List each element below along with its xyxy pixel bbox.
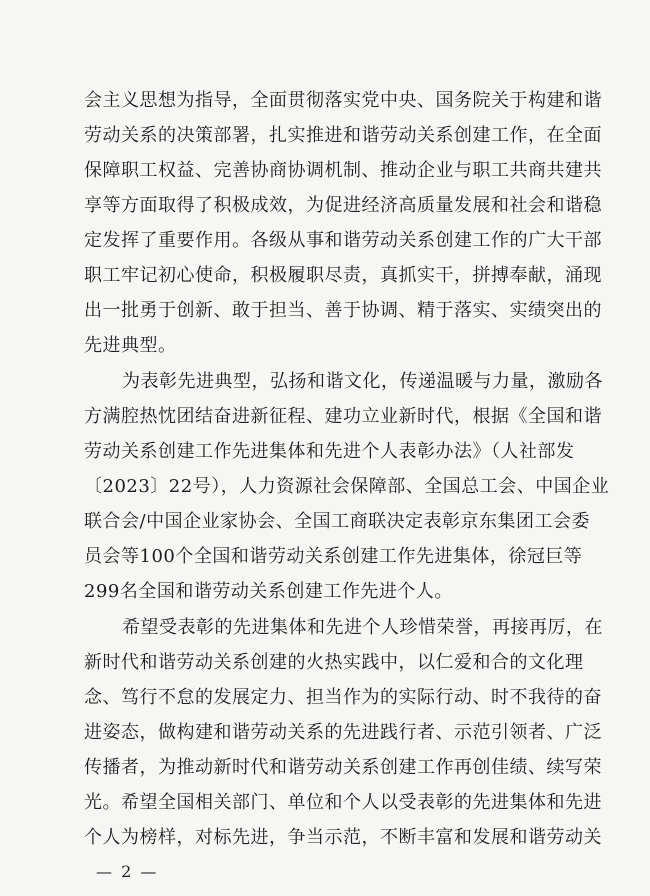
text-line: 出一批勇于创新、敢于担当、善于协调、精于落实、实绩突出的 (84, 300, 602, 321)
text-line: 新时代和谐劳动关系创建的火热实践中，以仁爱和合的文化理 (84, 652, 584, 673)
text-line: 个人为榜样，对标先进，争当示范，不断丰富和发展和谐劳动关 (84, 827, 602, 848)
text-line: 劳动关系的决策部署，扎实推进和谐劳动关系创建工作，在全面 (84, 125, 602, 146)
text-line: 享等方面取得了积极成效，为促进经济高质量发展和社会和谐稳 (84, 195, 602, 216)
text-line: 保障职工权益、完善协商协调机制、推动企业与职工共商共建共 (84, 160, 602, 181)
text-line: 先进典型。 (84, 335, 177, 356)
text-line: 进姿态，做构建和谐劳动关系的先进践行者、示范引领者、广泛 (84, 722, 602, 743)
text-line: 员会等100个全国和谐劳动关系创建工作先进集体，徐冠巨等 (84, 546, 583, 567)
paragraph-first-line: 为表彰先进典型，弘扬和谐文化，传递温暖与力量，激励各 (122, 371, 603, 392)
text-line: 联合会/中国企业家协会、全国工商联决定表彰京东集团工会委 (84, 511, 591, 532)
text-line: 劳动关系创建工作先进集体和先进个人表彰办法》（人社部发 (84, 441, 575, 462)
text-line: 299名全国和谐劳动关系创建工作先进个人。 (84, 581, 453, 602)
page-number: — 2 — (96, 862, 159, 881)
text-line: 光。希望全国相关部门、单位和个人以受表彰的先进集体和先进 (84, 792, 602, 813)
text-line: 会主义思想为指导，全面贯彻落实党中央、国务院关于构建和谐 (84, 90, 602, 111)
text-line: 念、笃行不怠的发展定力、担当作为的实际行动、时不我待的奋 (84, 687, 602, 708)
text-line: 〔2023〕22号），人力资源社会保障部、全国总工会、中国企业 (84, 476, 610, 497)
text-line: 定发挥了重要作用。各级从事和谐劳动关系创建工作的广大干部 (84, 230, 602, 251)
paragraph-first-line: 希望受表彰的先进集体和先进个人珍惜荣誉，再接再厉，在 (122, 617, 603, 638)
text-line: 传播者，为推动新时代和谐劳动关系创建工作再创佳绩、续写荣 (84, 757, 602, 778)
text-line: 职工牢记初心使命，积极履职尽责，真抓实干，拼搏奉献，涌现 (84, 265, 602, 286)
text-line: 方满腔热忱团结奋进新征程、建功立业新时代，根据《全国和谐 (84, 406, 602, 427)
